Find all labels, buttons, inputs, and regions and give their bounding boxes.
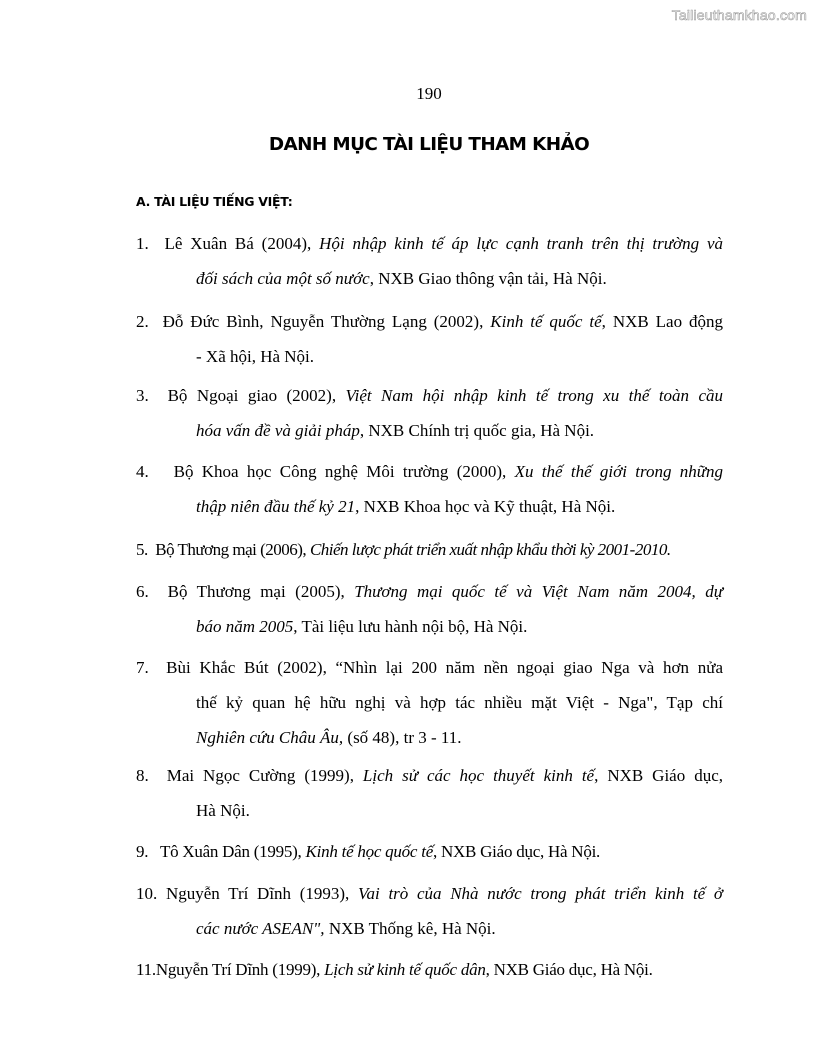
section-heading: A. TÀI LIỆU TIẾNG VIỆT: — [136, 194, 293, 209]
reference-title: Nghiên cứu Châu Âu, — [196, 728, 344, 747]
reference-number: 3. — [136, 386, 149, 405]
reference-text: Bộ Khoa học Công nghệ Môi trường (2000), — [165, 462, 515, 481]
reference-text: Bộ Thương mại (2005), — [167, 582, 355, 601]
reference-text: , NXB Giáo dục, Hà Nội. — [485, 960, 653, 979]
reference-title: Lịch sử kinh tế quốc dân — [324, 960, 486, 979]
reference-item — [136, 650, 723, 755]
reference-title: hóa vấn đề và giải pháp — [196, 421, 360, 440]
reference-text: , NXB Khoa học và Kỹ thuật, Hà Nội. — [355, 497, 616, 516]
reference-title: Việt Nam hội nhập kinh tế trong xu thế toàn cầu — [345, 386, 724, 405]
reference-text: Bùi Khắc Bút (2002), “Nhìn lại 200 năm nền ngoại giao Nga và hơn nửa — [166, 658, 724, 677]
reference-title: Kinh tế học quốc tế — [305, 842, 433, 861]
reference-item — [136, 834, 723, 869]
document-title: DANH MỤC TÀI LIỆU THAM KHẢO — [268, 134, 590, 155]
reference-text: Nguyễn Trí Dĩnh (1999), — [155, 960, 325, 979]
reference-text: , Tài liệu lưu hành nội bộ, Hà Nội. — [293, 617, 528, 636]
reference-title: thập niên đầu thế kỷ 21 — [196, 497, 356, 516]
reference-text: , NXB Giáo dục, Hà Nội. — [433, 842, 601, 861]
reference-text: , NXB Lao động — [601, 312, 724, 331]
reference-item — [136, 304, 723, 374]
reference-number: 7. — [136, 658, 149, 677]
reference-title: Kinh tế quốc tế — [490, 312, 602, 331]
reference-number: 6. — [136, 582, 149, 601]
reference-text: Mai Ngọc Cường (1999), — [166, 766, 363, 785]
reference-item — [136, 876, 723, 946]
reference-item — [136, 574, 723, 644]
reference-number: 1. — [136, 234, 149, 253]
reference-text: Nguyễn Trí Dĩnh (1993), — [165, 884, 359, 903]
reference-number: 5. — [136, 540, 148, 559]
reference-title: Hội nhập kinh tế áp lực cạnh tranh trên thị trường và — [319, 234, 723, 253]
reference-number: 4. — [136, 462, 149, 481]
reference-number: 8. — [136, 766, 149, 785]
reference-title: các nước ASEAN", — [196, 919, 325, 938]
reference-text: , NXB Giáo dục, — [594, 766, 723, 785]
reference-title: báo năm 2005 — [196, 617, 294, 636]
reference-text: Bộ Thương mại (2006), — [155, 540, 310, 559]
reference-text: , NXB Chính trị quốc gia, Hà Nội. — [359, 421, 595, 440]
reference-text: Hà Nội. — [196, 801, 250, 820]
reference-text: thế kỷ quan hệ hữu nghị và hợp tác nhiều mặt Việt - Nga", Tạp chí — [196, 693, 723, 712]
watermark-text: Tailieuthamkhao.com — [671, 7, 807, 23]
reference-title: Vai trò của Nhà nước trong phát triển kinh tế ở — [358, 884, 723, 903]
reference-title: Thương mại quốc tế và Việt Nam năm 2004, dự — [354, 582, 724, 601]
reference-number: 11. — [136, 960, 156, 979]
reference-text: Bộ Ngoại giao (2002), — [167, 386, 346, 405]
reference-item — [136, 454, 723, 524]
page-number: 190 — [416, 84, 442, 103]
reference-text: NXB Thống kê, Hà Nội. — [324, 919, 496, 938]
reference-title: Lịch sử các học thuyết kinh tế — [362, 766, 595, 785]
reference-item — [136, 952, 723, 987]
reference-item — [136, 532, 723, 567]
reference-text: Lê Xuân Bá (2004), — [164, 234, 320, 253]
reference-number: 10. — [136, 884, 158, 903]
reference-text: (số 48), tr 3 - 11. — [343, 728, 462, 747]
reference-text: Đỗ Đức Bình, Nguyễn Thường Lạng (2002), — [162, 312, 491, 331]
reference-text: Tô Xuân Dân (1995), — [156, 842, 306, 861]
reference-title: Chiến lược phát triển xuất nhập khẩu thời kỳ 2001-2010. — [309, 540, 671, 559]
reference-item — [136, 758, 723, 828]
reference-text: - Xã hội, Hà Nội. — [196, 347, 315, 366]
reference-item — [136, 226, 723, 296]
reference-title: Xu thế thế giới trong những — [514, 462, 724, 481]
reference-text: , NXB Giao thông vận tải, Hà Nội. — [369, 269, 607, 288]
reference-title: đối sách của một số nước — [196, 269, 370, 288]
reference-number: 2. — [136, 312, 149, 331]
reference-number: 9. — [136, 842, 149, 861]
reference-item — [136, 378, 723, 448]
